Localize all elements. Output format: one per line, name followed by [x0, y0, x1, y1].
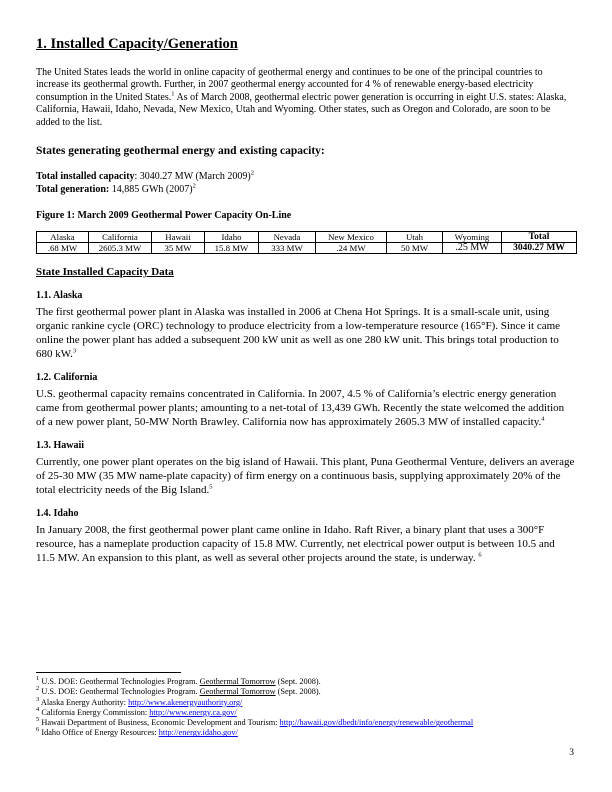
footnote-text: U.S. DOE: Geothermal Technologies Program. — [39, 677, 200, 686]
header-cell: Idaho — [205, 232, 259, 243]
footnote-ref-3[interactable]: 3 — [72, 347, 77, 355]
section-heading: 1.4. Idaho — [36, 508, 79, 520]
intro-part1: The United States leads the world in online capacity of geothermal energy and continues to be one of the principal countries to increase its geothermal growth. Further, in 2007 geothermal energy accounted for 4 % of renewable energy-based electricity consumption in the United States. — [36, 67, 543, 103]
footnote-text: Alaska Energy Authority: — [39, 697, 129, 707]
intro-part2: As of March 2008, geothermal electric power generation is occurring in eight U.S. states: Alaska, California, Hawaii, Idaho, Nevada, New Mexico, Utah and Wyoming. Other states, such as Oregon and Colorado, are soon to be added to the list. — [36, 91, 567, 128]
value-cell: 15.8 MW — [205, 243, 259, 254]
capacity-label: Total installed capacity — [36, 171, 135, 183]
footnote-title: Geothermal Tomorrow — [199, 677, 276, 686]
header-cell: Nevada — [259, 232, 316, 243]
header-cell: Wyoming — [443, 232, 502, 243]
section-body: Currently, one power plant operates on the big island of Hawaii. This plant, Puna Geothermal Venture, delivers an average of 25-30 MW (35 MW name-plate capacity) of firm energy on a continuous basis, supplying approximately 20% of the total electricity needs of the Big Island. — [36, 456, 575, 497]
section-heading: 1.2. California — [36, 372, 98, 384]
footnote-link[interactable]: http://www.energy.ca.gov/ — [149, 707, 237, 717]
footnote — [36, 695, 576, 708]
footnote-number: 2 — [36, 685, 40, 693]
footnote-number: 1 — [36, 675, 40, 683]
footnotes — [36, 672, 576, 739]
footnote — [36, 687, 576, 697]
section-text — [36, 455, 576, 497]
state-data-heading: State Installed Capacity Data — [36, 266, 174, 279]
value-cell: 2605.3 MW — [89, 243, 152, 254]
footnote-ref-2a[interactable]: 2 — [250, 169, 254, 177]
footnote-number: 6 — [36, 726, 40, 734]
footnote-divider — [36, 672, 181, 673]
value-cell: 333 MW — [259, 243, 316, 254]
section-heading: 1.1. Alaska — [36, 290, 83, 302]
section-body: The first geothermal power plant in Alaska was installed in 2006 at Chena Hot Springs. It is a small-scale unit, using organic rankine cycle (ORC) technology to produce electricity from a low-temperature resource (165°F). Since it came online the power plant has added a subsequent 200 kW unit as well as one 280 kW unit. This brings total production to 680 kW. — [36, 306, 561, 361]
generation-value: 14,885 GWh (2007) — [109, 183, 193, 195]
footnote-ref-5[interactable]: 5 — [209, 483, 213, 491]
value-cell: .68 MW — [37, 243, 89, 254]
header-cell-total: Total — [502, 232, 577, 243]
footnote-text: California Energy Commission: — [39, 707, 150, 717]
table-header-row — [37, 232, 577, 243]
capacity-table — [36, 231, 577, 254]
footnote-text: Idaho Office of Energy Resources: — [39, 728, 159, 738]
footnote-text: (Sept. 2008). — [275, 687, 321, 697]
footnote-text: Hawaii Department of Business, Economic Development and Tourism: — [39, 718, 280, 728]
capacity-value: : 3040.27 MW (March 2009) — [134, 171, 251, 183]
section-text — [36, 523, 576, 565]
footnote-ref-1[interactable]: 1 — [171, 90, 175, 98]
total-generation-line — [36, 184, 576, 197]
total-capacity-line — [36, 171, 576, 184]
section-alaska — [36, 290, 576, 361]
value-cell: .24 MW — [316, 243, 387, 254]
footnote — [36, 677, 576, 687]
footnote-title: Geothermal Tomorrow — [199, 687, 276, 697]
states-heading: States generating geothermal energy and existing capacity: — [36, 145, 325, 158]
section-body: In January 2008, the first geothermal power plant came online in Idaho. Raft River, a binary plant that uses a 300°F resource, has a nameplate production capacity of 15.8 MW. Currently, net electrical power output is between 10.5 and 11.5 MW. An expansion to this plant, as well as several other projects around the state, is underway. — [36, 524, 555, 565]
section-title: 1. Installed Capacity/Generation — [36, 36, 238, 52]
footnote-number: 3 — [36, 695, 40, 703]
header-cell: New Mexico — [316, 232, 387, 243]
footnote-number: 4 — [36, 706, 40, 714]
footnote-ref-6[interactable]: 6 — [478, 551, 482, 559]
generation-label: Total generation: — [36, 183, 110, 195]
section-text — [36, 387, 576, 429]
footnote-number: 5 — [36, 716, 40, 724]
header-cell: Hawaii — [152, 232, 205, 243]
value-cell: 35 MW — [152, 243, 205, 254]
intro-paragraph — [36, 67, 576, 129]
section-text — [36, 305, 576, 361]
figure-caption: Figure 1: March 2009 Geothermal Power Capacity On-Line — [36, 210, 292, 222]
footnote — [36, 728, 576, 738]
footnote-link[interactable]: http://hawaii.gov/dbedt/info/energy/renewable/geothermal — [279, 718, 474, 728]
section-california — [36, 372, 576, 429]
footnote-ref-2b[interactable]: 2 — [192, 182, 196, 190]
section-body: U.S. geothermal capacity remains concentrated in California. In 2007, 4.5 % of California’s electric energy generation came from geothermal power plants; amounting to a net-total of 13,439 GWh. Recently the state welcomed the addition of a new power plant, 50-MW North Brawley. California now has approximately 2605.3 MW of installed capacity. — [36, 388, 565, 429]
value-cell: 50 MW — [387, 243, 443, 254]
document-page — [36, 36, 576, 576]
footnote-ref-4[interactable]: 4 — [541, 415, 545, 423]
footnote — [36, 708, 576, 718]
section-idaho — [36, 508, 576, 565]
table-value-row — [37, 243, 577, 254]
footnote-link[interactable]: http://www.akenergyauthority.org/ — [128, 697, 243, 707]
page-number: 3 — [569, 748, 574, 758]
value-cell: .25 MW — [443, 243, 502, 254]
footnote-link[interactable]: http://energy.idaho.gov/ — [158, 728, 238, 738]
header-cell: California — [89, 232, 152, 243]
header-cell: Utah — [387, 232, 443, 243]
footnote-text: U.S. DOE: Geothermal Technologies Program. — [39, 687, 200, 697]
section-heading: 1.3. Hawaii — [36, 440, 85, 452]
footnote-text: (Sept. 2008). — [275, 677, 321, 686]
section-hawaii — [36, 440, 576, 497]
footnote — [36, 718, 576, 728]
header-cell: Alaska — [37, 232, 89, 243]
value-cell-total: 3040.27 MW — [502, 243, 577, 254]
